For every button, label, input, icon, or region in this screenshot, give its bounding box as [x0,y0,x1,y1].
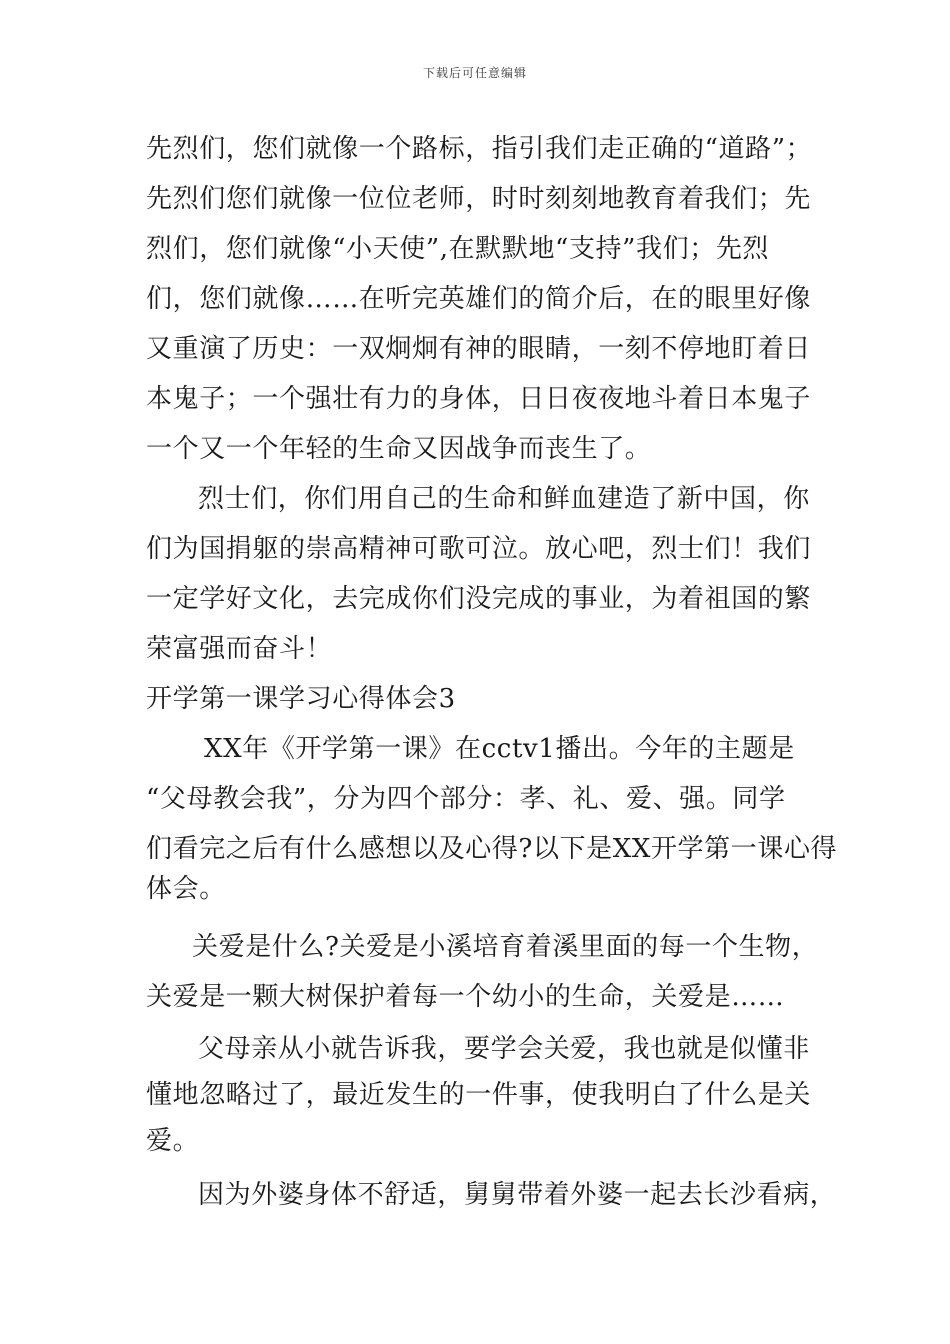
text-line: 先烈们，您们就像一个路标，指引我们走正确的“道路”； [146,134,813,164]
text-line: 爱。 [146,1126,200,1156]
text-line: 们为国捐躯的崇高精神可歌可泣。放心吧，烈士们！我们 [146,534,812,564]
header-note: 下载后可任意编辑 [422,66,527,80]
text-line: 荣富强而奋斗！ [146,634,333,664]
text-line: 关爱是什么?关爱是小溪培育着溪里面的每一个生物， [192,932,819,962]
text-line: 烈士们，你们用自己的生命和鲜血建造了新中国，你 [198,484,810,514]
section-heading: 开学第一课学习心得体会3 [146,684,456,714]
text-line: 体会。 [146,874,226,904]
text-line: 父母亲从小就告诉我，要学会关爱，我也就是似懂非 [198,1034,810,1064]
text-line: 们，您们就像……在听完英雄们的简介后，在的眼里好像 [146,284,812,314]
text-line: 们看完之后有什么感想以及心得?以下是XX开学第一课心得 [146,834,838,864]
text-line: 又重演了历史：一双炯炯有神的眼睛，一刻不停地盯着日 [146,334,812,364]
text-line: 先烈们您们就像一位位老师，时时刻刻地教育着我们；先 [146,184,812,214]
text-line: 懂地忽略过了，最近发生的一件事，使我明白了什么是关 [146,1080,812,1110]
text-line: XX年《开学第一课》在cctv1播出。今年的主题是 [204,734,795,764]
text-line: 烈们，您们就像“小天使”,在默默地“支持”我们；先烈 [146,234,770,264]
text-line: 一个又一个年轻的生命又因战争而丧生了。 [146,434,652,464]
text-line: 本鬼子；一个强壮有力的身体，日日夜夜地斗着日本鬼子 [146,384,812,414]
text-line: 一定学好文化，去完成你们没完成的事业，为着祖国的繁 [146,584,812,614]
text-line: 关爱是一颗大树保护着每一个幼小的生命，关爱是…… [146,982,785,1012]
text-line: “父母教会我”，分为四个部分：孝、礼、爱、强。同学 [146,784,786,814]
text-line: 因为外婆身体不舒适，舅舅带着外婆一起去长沙看病， [198,1180,837,1210]
